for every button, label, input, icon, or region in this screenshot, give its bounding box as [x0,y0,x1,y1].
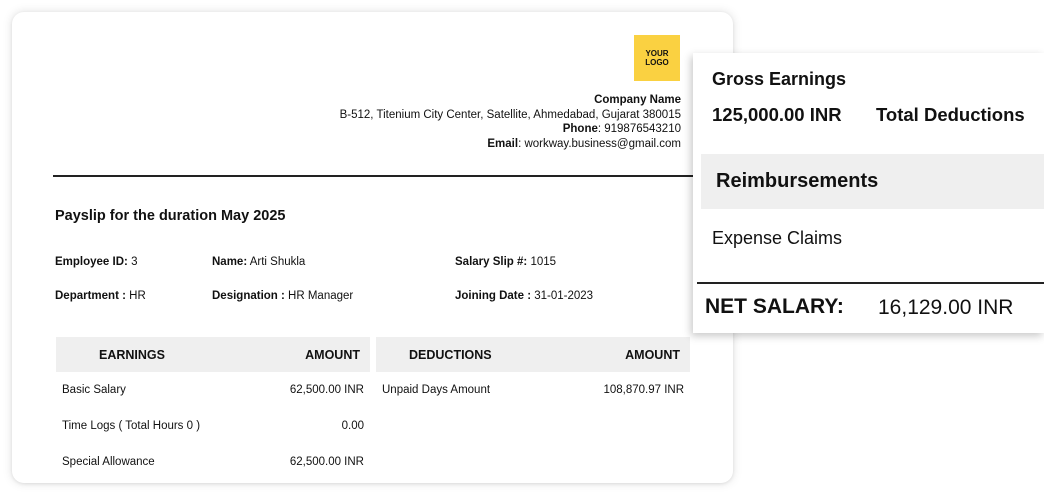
designation-field: Designation : HR Manager [212,290,354,302]
salary-summary-panel [693,53,1044,333]
employee-name-field: Name: Arti Shukla [212,256,306,268]
employee-id-field: Employee ID: 3 [55,256,138,268]
earnings-header-row [56,337,370,372]
gross-earnings-label: Gross Earnings [712,69,847,89]
earning-amount: 62,500.00 INR [289,456,364,468]
earning-label: Time Logs ( Total Hours 0 ) [62,420,201,432]
net-salary-label: NET SALARY: [705,295,844,318]
earning-label: Special Allowance [62,456,155,468]
payslip-title: Payslip for the duration May 2025 [55,208,286,224]
reimbursements-label: Reimbursements [716,170,879,192]
net-salary-value: 16,129.00 INR [878,296,1014,319]
deduction-amount: 108,870.97 INR [603,384,684,396]
expense-claims-label: Expense Claims [712,228,843,248]
joining-date-field: Joining Date : 31-01-2023 [455,290,594,302]
deduction-label: Unpaid Days Amount [382,384,491,396]
company-phone: Phone: 919876543210 [562,123,681,135]
company-email: Email: workway.business@gmail.com [487,137,681,150]
logo-line-1: YOUR [645,49,669,58]
salary-slip-field: Salary Slip #: 1015 [455,256,557,268]
deductions-header-row [376,337,690,372]
payslip-card [12,12,733,483]
company-logo [634,35,680,81]
company-name: Company Name [594,94,681,106]
company-address: B-512, Titenium City Center, Satellite, Ahmedabad, Gujarat 380015 [339,108,681,121]
logo-line-2: LOGO [645,58,669,67]
earnings-amount-header: AMOUNT [305,347,360,362]
gross-earnings-value: 125,000.00 INR [712,104,842,125]
earnings-header: EARNINGS [99,347,165,362]
deductions-amount-header: AMOUNT [625,347,680,362]
total-deductions-label: Total Deductions [876,104,1025,125]
earning-amount: 0.00 [341,420,364,432]
company-info [340,93,681,151]
summary-divider [697,282,1044,284]
department-field: Department : HR [55,290,146,302]
earning-amount: 62,500.00 INR [289,384,364,396]
reimbursements-bar [701,154,1044,209]
header-divider [53,175,713,177]
deductions-header: DEDUCTIONS [409,347,492,362]
earning-label: Basic Salary [62,384,126,396]
